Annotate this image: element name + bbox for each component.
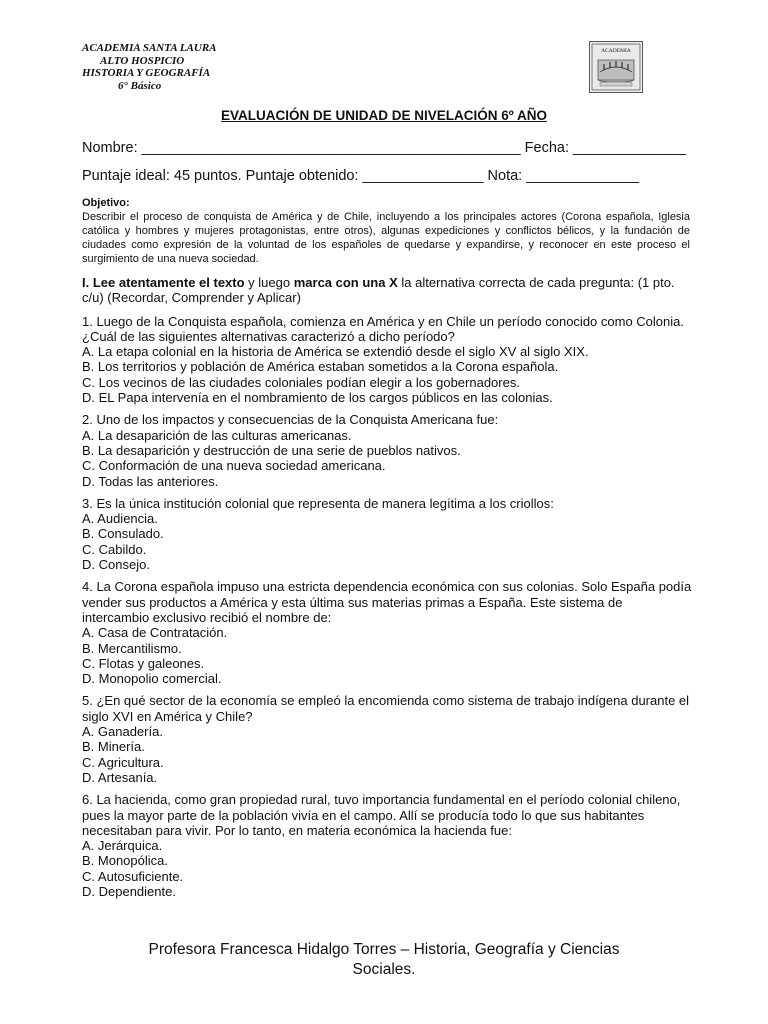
question-3 bbox=[82, 496, 692, 572]
instructions-connector: y luego bbox=[244, 275, 294, 290]
option-d[interactable]: D. Todas las anteriores. bbox=[82, 473, 219, 489]
school-subject: HISTORIA Y GEOGRAFÍA bbox=[82, 67, 211, 79]
question-text: 5. ¿En qué sector de la economía se empleó la encomienda como sistema de trabajo indígena durante el siglo XVI en América y Chile? bbox=[82, 693, 690, 724]
question-5 bbox=[82, 693, 692, 785]
option-d[interactable]: D. EL Papa intervenía en el nombramiento de los cargos públicos en las colonias. bbox=[82, 390, 553, 406]
school-grade: 6° Básico bbox=[118, 79, 162, 92]
option-c[interactable]: C. Agricultura. bbox=[82, 754, 164, 770]
option-b[interactable]: B. Minería. bbox=[82, 739, 145, 755]
school-logo bbox=[589, 41, 643, 93]
option-a[interactable]: A. Jerárquica. bbox=[82, 838, 163, 854]
page-footer bbox=[0, 940, 768, 980]
option-d[interactable]: D. Dependiente. bbox=[82, 883, 176, 899]
option-d[interactable]: D. Artesanía. bbox=[82, 769, 158, 785]
option-c[interactable]: C. Autosuficiente. bbox=[82, 868, 184, 884]
question-text: 4. La Corona española impuso una estricta dependencia económica con sus colonias. Solo España podía vender sus productos a América y esta última sus materias primas a España. Este sistema de intercambio exclusivo recibió el nombre de: bbox=[82, 579, 692, 625]
instructions-read: I. Lee atentamente el texto bbox=[82, 275, 245, 290]
option-a[interactable]: A. Audiencia. bbox=[82, 511, 158, 527]
option-a[interactable]: A. Ganadería. bbox=[82, 724, 163, 740]
name-date-line: Nombre: _______________________________________________ Fecha: ______________ bbox=[82, 140, 686, 156]
question-4 bbox=[82, 579, 692, 686]
question-2 bbox=[82, 412, 692, 488]
instructions bbox=[82, 275, 692, 306]
option-c[interactable]: C. Cabildo. bbox=[82, 541, 147, 557]
score-line: Puntaje ideal: 45 puntos. Puntaje obtenido: _______________ Nota: ______________ bbox=[82, 168, 640, 184]
footer-teacher: Profesora Francesca Hidalgo Torres – Historia, Geografía y Ciencias bbox=[148, 941, 620, 958]
school-name: ACADEMIA SANTA LAURA bbox=[82, 42, 217, 54]
option-d[interactable]: D. Monopolio comercial. bbox=[82, 671, 222, 687]
instructions-mark: marca con una X bbox=[293, 275, 398, 290]
question-text: 3. Es la única institución colonial que representa de manera legítima a los criollos: bbox=[82, 495, 554, 511]
option-a[interactable]: A. La desaparición de las culturas americanas. bbox=[82, 427, 352, 443]
exam-title: EVALUACIÓN DE UNIDAD DE NIVELACIÓN 6º AÑO bbox=[221, 108, 547, 123]
question-text: 2. Uno de los impactos y consecuencias de la Conquista Americana fue: bbox=[82, 412, 499, 428]
option-a[interactable]: A. La etapa colonial en la historia de América se extendió desde el siglo XV al siglo XIX. bbox=[82, 344, 589, 360]
objective-text: Describir el proceso de conquista de América y de Chile, incluyendo a los principales actores (Corona española, Iglesia católica y hombres y mujeres protagonistas, entre otros), algunas expediciones y conflictos bélicos, y la fundación de ciudades como expresión de la voluntad de los españoles de quedarse y expandirse, y reconocer en este proceso el surgimiento de una nueva sociedad. bbox=[82, 211, 690, 265]
option-c[interactable]: C. Los vecinos de las ciudades coloniales podían elegir a los gobernadores. bbox=[82, 374, 520, 390]
option-d[interactable]: D. Consejo. bbox=[82, 557, 150, 573]
footer-subject: Sociales. bbox=[352, 961, 416, 978]
option-b[interactable]: B. Los territorios y población de América estaban sometidos a la Corona española. bbox=[82, 359, 559, 375]
option-c[interactable]: C. Flotas y galeones. bbox=[82, 655, 205, 671]
option-b[interactable]: B. Monopólica. bbox=[82, 853, 168, 869]
objective-block bbox=[82, 196, 690, 266]
logo-text: ACADEMIA bbox=[601, 48, 631, 54]
objective-label: Objetivo: bbox=[82, 197, 130, 209]
option-c[interactable]: C. Conformación de una nueva sociedad americana. bbox=[82, 458, 386, 474]
school-city: ALTO HOSPICIO bbox=[100, 54, 185, 67]
school-header bbox=[82, 42, 217, 92]
question-text: 6. La hacienda, como gran propiedad rural, tuvo importancia fundamental en el período colonial chileno, pues la mayor parte de la población vivía en el campo. Allí se producía todo lo que sus habitantes necesitaban para vivir. Por lo tanto, en materia económica la hacienda fue: bbox=[82, 792, 681, 838]
option-b[interactable]: B. La desaparición y destrucción de una serie de pueblos nativos. bbox=[82, 442, 461, 458]
option-b[interactable]: B. Consulado. bbox=[82, 526, 164, 542]
instructions-rest: la alternativa correcta de cada pregunta: (1 pto. c/u) (Recordar, Comprender y Aplicar) bbox=[82, 275, 675, 306]
question-6 bbox=[82, 792, 692, 899]
option-a[interactable]: A. Casa de Contratación. bbox=[82, 625, 228, 641]
questions-section bbox=[82, 275, 692, 906]
question-text: 1. Luego de la Conquista española, comienza en América y en Chile un período conocido como Colonia. ¿Cuál de las siguientes alternativas caracterizó a dicho período? bbox=[82, 313, 684, 344]
option-b[interactable]: B. Mercantilismo. bbox=[82, 640, 182, 656]
question-1 bbox=[82, 314, 692, 406]
